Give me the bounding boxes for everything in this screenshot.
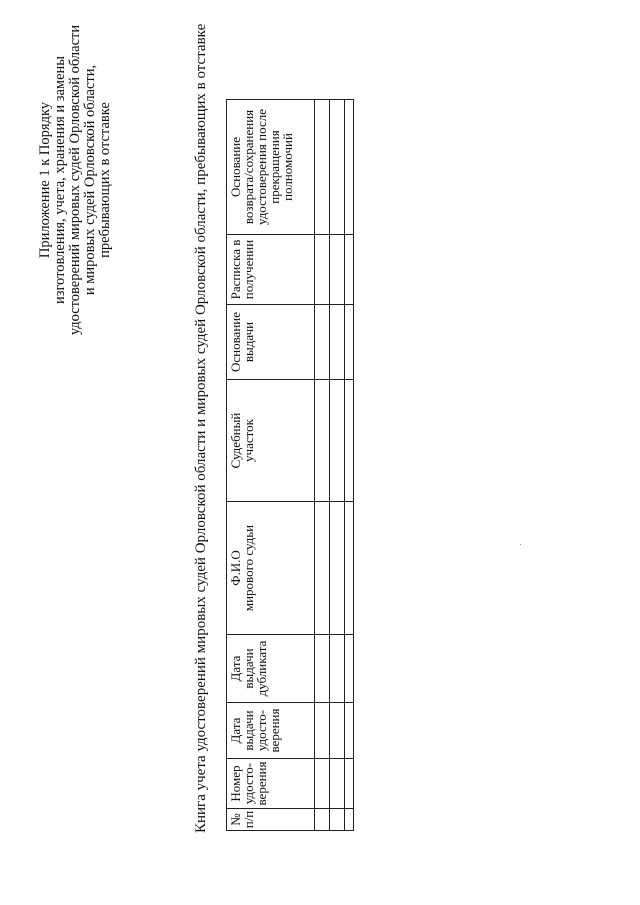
heading-line: и мировых судей Орловской области, [82, 64, 98, 296]
table-cell [330, 635, 345, 703]
column-header-issue-date [227, 703, 315, 759]
header-text: выдачи [241, 648, 256, 689]
register-title: Книга учета удостоверений мировых судей Орловской области и мировых судей Орловской области, пребывающих в отставке [193, 23, 209, 833]
table-cell [345, 759, 354, 809]
header-text: дубликата [254, 640, 269, 697]
table-cell [330, 380, 345, 502]
header-text: № [228, 813, 243, 826]
table-cell [330, 809, 345, 831]
header-text: Судебный [228, 412, 243, 469]
column-header-return-basis [227, 100, 315, 235]
header-text: Основание [228, 136, 243, 198]
table-cell [345, 305, 354, 380]
header-text: возврата/сохранения [241, 109, 256, 225]
header-text: получении [241, 239, 256, 300]
column-header-court-district [227, 380, 315, 502]
table-cell [315, 809, 330, 831]
header-text: удосто- [254, 709, 269, 752]
header-text: полномочий [280, 133, 295, 201]
heading-line: изготовления, учета, хранения и замены [52, 55, 68, 305]
table-cell [330, 502, 345, 635]
header-text: Дата [228, 655, 243, 682]
heading-line: Приложение 1 к Порядку [37, 101, 53, 259]
table-cell [345, 502, 354, 635]
header-text: верения [267, 708, 282, 753]
heading-line: удостоверений мировых судей Орловской области [67, 24, 83, 336]
column-header-judge-name [227, 502, 315, 635]
table-cell [345, 703, 354, 759]
column-header-number [227, 809, 315, 831]
table-cell [315, 703, 330, 759]
table-cell [345, 100, 354, 235]
table-cell [315, 502, 330, 635]
table-cell [345, 380, 354, 502]
table-cell [345, 235, 354, 305]
header-text: Расписка в [228, 239, 243, 300]
table-cell [345, 635, 354, 703]
table-header-row [227, 100, 315, 831]
header-text: участок [241, 419, 256, 462]
table-cell [315, 100, 330, 235]
header-text: Ф.И.О [228, 550, 243, 586]
table-cell [345, 809, 354, 831]
table-cell [315, 759, 330, 809]
register-table [226, 99, 354, 831]
header-text: удостоверения после [254, 109, 269, 225]
header-text: верения [254, 761, 269, 806]
table-cell [315, 235, 330, 305]
header-text: Номер [228, 765, 243, 802]
table-row [330, 100, 345, 831]
header-text: выдачи [241, 710, 256, 751]
table-cell [330, 305, 345, 380]
table-cell [315, 380, 330, 502]
column-header-receipt-signature [227, 235, 315, 305]
header-text: удосто- [241, 762, 256, 805]
column-header-issue-basis [227, 305, 315, 380]
column-header-duplicate-date [227, 635, 315, 703]
header-text: п/п [241, 810, 256, 829]
heading-line: пребывающих в отставке [97, 102, 113, 258]
table-row [345, 100, 354, 831]
header-text: выдачи [241, 321, 256, 363]
header-text: мирового судьи [241, 524, 256, 612]
table-row [315, 100, 330, 831]
appendix-heading [38, 15, 113, 345]
table-cell [330, 235, 345, 305]
table-cell [330, 100, 345, 235]
scan-speck [520, 544, 521, 545]
table-cell [330, 759, 345, 809]
header-text: Дата [228, 717, 243, 744]
table-cell [315, 635, 330, 703]
column-header-certificate-number [227, 759, 315, 809]
header-text: прекращения [267, 130, 282, 204]
table-cell [315, 305, 330, 380]
table-cell [330, 703, 345, 759]
header-text: Основание [228, 311, 243, 373]
